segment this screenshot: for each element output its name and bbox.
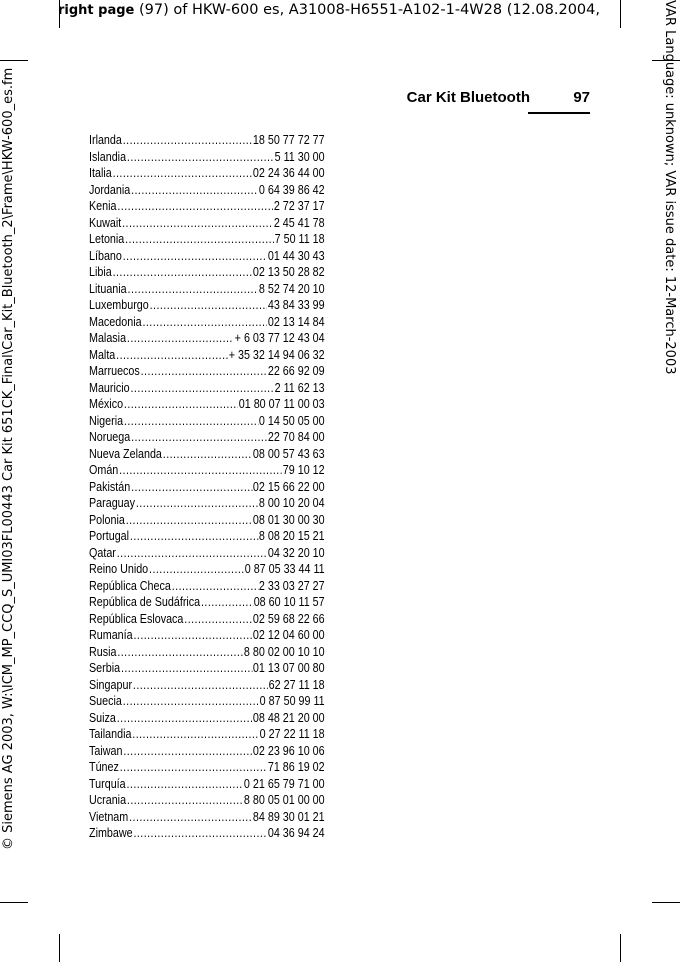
dot-leader bbox=[123, 248, 267, 265]
phone-number: 2 33 03 27 27 bbox=[258, 578, 325, 593]
dot-leader bbox=[172, 578, 258, 595]
dot-leader bbox=[127, 330, 234, 347]
country-name: Noruega bbox=[89, 430, 131, 444]
page-number: 97 bbox=[573, 89, 590, 106]
phone-number: + 6 03 77 12 43 04 bbox=[234, 331, 325, 345]
country-name: Ucrania bbox=[89, 793, 127, 807]
dot-leader bbox=[130, 380, 273, 397]
dot-leader bbox=[123, 743, 252, 760]
phone-number: 22 70 84 00 bbox=[267, 430, 325, 444]
phone-number: 22 66 92 09 bbox=[267, 364, 325, 378]
country-name: Zimbawe bbox=[89, 826, 133, 840]
phone-number: 0 14 50 05 00 bbox=[258, 413, 325, 428]
phone-number: 8 08 20 15 21 bbox=[258, 529, 325, 543]
phone-number: 08 00 57 43 63 bbox=[252, 446, 325, 461]
directory-entry bbox=[89, 792, 325, 809]
country-name: Malta bbox=[89, 347, 116, 362]
directory-entry bbox=[89, 231, 325, 248]
country-name: Polonia bbox=[89, 512, 125, 527]
country-name: Tailandia bbox=[89, 727, 132, 741]
country-name: Túnez bbox=[89, 760, 119, 774]
country-name: Marruecos bbox=[89, 364, 140, 378]
phone-number: 0 21 65 79 71 00 bbox=[243, 776, 325, 791]
phone-number: 01 80 07 11 00 03 bbox=[238, 397, 325, 411]
dot-leader bbox=[121, 660, 252, 677]
country-name: Singapur bbox=[89, 677, 133, 692]
directory-entry bbox=[89, 297, 325, 314]
country-name: Mauricio bbox=[89, 380, 130, 395]
dot-leader bbox=[117, 198, 273, 215]
directory-entry bbox=[89, 281, 325, 298]
phone-number: 2 11 62 13 bbox=[274, 380, 325, 395]
dot-leader bbox=[132, 726, 259, 743]
directory-entry bbox=[89, 264, 325, 281]
crop-mark-bottom-right bbox=[620, 934, 621, 962]
directory-entry bbox=[89, 314, 325, 331]
dot-leader bbox=[127, 776, 244, 793]
directory-entry bbox=[89, 528, 325, 545]
directory-entry bbox=[89, 248, 325, 265]
directory-entry bbox=[89, 710, 325, 727]
dot-leader bbox=[127, 792, 243, 809]
dot-leader bbox=[141, 363, 267, 380]
dot-leader bbox=[125, 231, 274, 248]
dot-leader bbox=[116, 347, 228, 364]
hotline-directory bbox=[89, 132, 325, 842]
dot-leader bbox=[133, 825, 267, 842]
country-name: Reino Unido bbox=[89, 562, 149, 576]
country-name: Malasia bbox=[89, 331, 127, 345]
dot-leader bbox=[149, 561, 244, 578]
directory-entry bbox=[89, 198, 325, 215]
directory-entry bbox=[89, 215, 325, 232]
directory-entry bbox=[89, 825, 325, 842]
phone-number: 8 80 02 00 10 10 bbox=[243, 644, 325, 659]
phone-number: 0 87 50 99 11 bbox=[259, 694, 325, 708]
phone-number: 43 84 33 99 bbox=[267, 298, 325, 312]
directory-entry bbox=[89, 380, 325, 397]
dot-leader bbox=[117, 545, 267, 562]
directory-entry bbox=[89, 347, 325, 364]
country-name: Kuwait bbox=[89, 215, 122, 230]
phone-number: 02 15 66 22 00 bbox=[252, 479, 325, 494]
dot-leader bbox=[133, 627, 252, 644]
dot-leader bbox=[117, 644, 243, 661]
phone-number: 04 36 94 24 bbox=[267, 826, 325, 840]
country-name: Islandia bbox=[89, 149, 127, 164]
country-name: República de Sudáfrica bbox=[89, 595, 201, 609]
phone-number: 8 00 10 20 04 bbox=[258, 496, 325, 510]
dot-leader bbox=[130, 528, 258, 545]
country-name: México bbox=[89, 397, 124, 411]
dot-leader bbox=[142, 314, 267, 331]
phone-number: 02 13 50 28 82 bbox=[252, 265, 325, 279]
directory-entry bbox=[89, 809, 325, 826]
dot-leader bbox=[113, 264, 252, 281]
var-info-text: VAR Language: unknown; VAR issue date: 12-March-2003 bbox=[662, 0, 677, 375]
dot-leader bbox=[131, 479, 252, 496]
phone-number: 62 27 11 18 bbox=[268, 677, 325, 692]
directory-entry bbox=[89, 726, 325, 743]
dot-leader bbox=[131, 182, 258, 199]
crop-mark-top-right bbox=[620, 0, 621, 28]
directory-entry bbox=[89, 330, 325, 347]
country-name: Nigeria bbox=[89, 413, 124, 428]
dot-leader bbox=[119, 462, 282, 479]
directory-entry bbox=[89, 561, 325, 578]
header-rule bbox=[528, 112, 590, 114]
phone-number: 7 50 11 18 bbox=[274, 232, 325, 246]
page-side-label: right page bbox=[58, 3, 135, 18]
phone-number: 0 27 22 11 18 bbox=[259, 727, 325, 741]
phone-number: 18 50 77 72 77 bbox=[252, 133, 325, 147]
phone-number: 01 44 30 43 bbox=[267, 248, 325, 263]
phone-number: 08 01 30 00 30 bbox=[252, 512, 325, 527]
print-meta-line bbox=[58, 0, 618, 22]
country-name: Taiwan bbox=[89, 743, 123, 758]
country-name: Portugal bbox=[89, 529, 130, 543]
phone-number: + 35 32 14 94 06 32 bbox=[228, 347, 325, 362]
left-margin-note bbox=[0, 0, 22, 962]
directory-entry bbox=[89, 413, 325, 430]
country-name: Macedonia bbox=[89, 314, 142, 329]
country-name: Irlanda bbox=[89, 133, 122, 147]
country-name: Suiza bbox=[89, 710, 116, 725]
dot-leader bbox=[133, 677, 268, 694]
phone-number: 04 32 20 10 bbox=[267, 545, 325, 560]
country-name: Turquía bbox=[89, 776, 126, 791]
phone-number: 79 10 12 bbox=[282, 463, 325, 477]
dot-leader bbox=[150, 297, 267, 314]
country-name: Suecia bbox=[89, 694, 122, 708]
file-path-text: © Siemens AG 2003, W:\ICM_MP_CCQ_S_UMI03FL00443 Car Kit 651CK_Final\Car_Kit_Bluetooth_2\Frame\HKW-600_es.fm bbox=[1, 67, 16, 850]
phone-number: 71 86 19 02 bbox=[267, 760, 325, 774]
directory-entry bbox=[89, 677, 325, 694]
phone-number: 02 59 68 22 66 bbox=[252, 611, 325, 626]
crop-mark-bottom-left bbox=[59, 934, 60, 962]
country-name: Jordania bbox=[89, 182, 131, 197]
dot-leader bbox=[131, 429, 267, 446]
directory-entry bbox=[89, 396, 325, 413]
country-name: Líbano bbox=[89, 248, 122, 263]
phone-number: 08 60 10 11 57 bbox=[253, 595, 325, 609]
phone-number: 5 11 30 00 bbox=[274, 149, 325, 164]
directory-entry bbox=[89, 132, 325, 149]
directory-entry bbox=[89, 149, 325, 166]
directory-entry bbox=[89, 611, 325, 628]
phone-number: 01 13 07 00 80 bbox=[252, 661, 325, 675]
country-name: Italia bbox=[89, 166, 112, 180]
country-name: Rumanía bbox=[89, 628, 133, 642]
country-name: Nueva Zelanda bbox=[89, 446, 162, 461]
dot-leader bbox=[184, 611, 252, 628]
phone-number: 02 13 14 84 bbox=[267, 314, 325, 329]
country-name: Letonia bbox=[89, 232, 125, 246]
directory-entry bbox=[89, 660, 325, 677]
phone-number: 0 87 05 33 44 11 bbox=[244, 562, 325, 576]
phone-number: 02 23 96 10 06 bbox=[252, 743, 325, 758]
country-name: Libia bbox=[89, 265, 112, 279]
dot-leader bbox=[136, 495, 258, 512]
phone-number: 0 64 39 86 42 bbox=[258, 182, 325, 197]
phone-number: 8 52 74 20 10 bbox=[258, 281, 325, 296]
directory-entry bbox=[89, 182, 325, 199]
directory-entry bbox=[89, 363, 325, 380]
dot-leader bbox=[163, 446, 252, 463]
phone-number: 2 72 37 17 bbox=[273, 199, 325, 213]
dot-leader bbox=[201, 594, 253, 611]
phone-number: 02 24 36 44 00 bbox=[252, 166, 325, 180]
country-name: Paraguay bbox=[89, 496, 136, 510]
directory-entry bbox=[89, 446, 325, 463]
dot-leader bbox=[122, 215, 273, 232]
country-name: Vietnam bbox=[89, 809, 129, 824]
phone-number: 8 80 05 01 00 00 bbox=[243, 793, 325, 807]
country-name: República Eslovaca bbox=[89, 611, 184, 626]
dot-leader bbox=[123, 693, 259, 710]
phone-number: 2 45 41 78 bbox=[273, 215, 325, 230]
country-name: Pakistán bbox=[89, 479, 131, 494]
dot-leader bbox=[123, 132, 252, 149]
phone-number: 02 12 04 60 00 bbox=[252, 628, 325, 642]
directory-entry bbox=[89, 429, 325, 446]
country-name: Kenia bbox=[89, 199, 117, 213]
country-name: Serbia bbox=[89, 661, 121, 675]
phone-number: 08 48 21 20 00 bbox=[252, 710, 325, 725]
phone-number: 84 89 30 01 21 bbox=[252, 809, 325, 824]
directory-entry bbox=[89, 759, 325, 776]
directory-entry bbox=[89, 693, 325, 710]
country-name: Rusia bbox=[89, 644, 117, 659]
country-name: Omán bbox=[89, 463, 119, 477]
directory-entry bbox=[89, 495, 325, 512]
directory-entry bbox=[89, 594, 325, 611]
dot-leader bbox=[127, 149, 274, 166]
country-name: Lituania bbox=[89, 281, 127, 296]
dot-leader bbox=[117, 710, 252, 727]
right-margin-note bbox=[658, 0, 680, 962]
dot-leader bbox=[126, 512, 252, 529]
directory-entry bbox=[89, 578, 325, 595]
country-name: Luxemburgo bbox=[89, 298, 149, 312]
directory-entry bbox=[89, 479, 325, 496]
directory-entry bbox=[89, 512, 325, 529]
dot-leader bbox=[124, 396, 238, 413]
section-title: Car Kit Bluetooth bbox=[406, 89, 530, 106]
dot-leader bbox=[124, 413, 258, 430]
directory-entry bbox=[89, 743, 325, 760]
directory-entry bbox=[89, 545, 325, 562]
directory-entry bbox=[89, 462, 325, 479]
directory-entry bbox=[89, 644, 325, 661]
country-name: República Checa bbox=[89, 578, 171, 593]
dot-leader bbox=[120, 759, 267, 776]
directory-entry bbox=[89, 627, 325, 644]
dot-leader bbox=[113, 165, 252, 182]
country-name: Qatar bbox=[89, 545, 116, 560]
dot-leader bbox=[129, 809, 252, 826]
directory-entry bbox=[89, 165, 325, 182]
print-meta-text: (97) of HKW-600 es, A31008-H6551-A102-1-4W28 (12.08.2004, bbox=[134, 2, 600, 18]
dot-leader bbox=[128, 281, 258, 298]
directory-entry bbox=[89, 776, 325, 793]
